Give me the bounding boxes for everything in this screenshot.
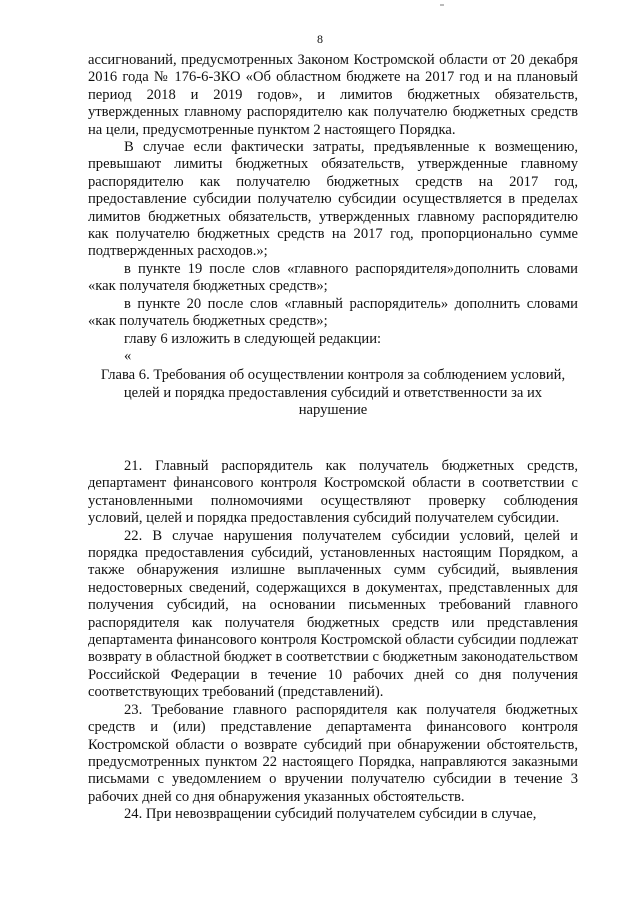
paragraph-24: 24. При невозвращении субсидий получателем субсидии в случае, xyxy=(124,806,537,823)
paragraph-21: 21. Главный распорядитель как получатель бюджетных средств, департамент финансового контроля Костромской области в соответствии с установленными полномочиями осуществляют проверку соблюдения условий, целей и порядка предоставления субсидий получателем субсидии. xyxy=(88,458,578,527)
paragraph-23: 23. Требование главного распорядителя как получателя бюджетных средств и (или) представление департамента финансового контроля Костромской области о возврате субсидий при обнаружении обстоятельств, предусмотренных пунктом 22 настоящего Порядка, направляются заказными письмами с уведомлением о вручении получателю субсидии в течение 3 рабочих дней со дня обнаружения указанных обстоятельств. xyxy=(88,701,578,805)
opening-quote: « xyxy=(124,347,132,364)
paragraph-continuation: ассигнований, предусмотренных Законом Костромской области от 20 декабря 2016 года № 176-6-ЗКО «Об областном бюджете на 2017 год и на плановый период 2018 и 2019 годов», и лимитов бюджетных обязательств, утвержденных главному распорядителю как получателю бюджетных средств на цели, предусмотренные пунктом 2 настоящего Порядка. xyxy=(88,52,578,138)
paragraph-clause-20: в пункте 20 после слов «главный распорядитель» дополнить словами «как получатель бюджетных средств»; xyxy=(88,295,578,330)
page-number: 8 xyxy=(317,32,323,46)
body-top xyxy=(88,52,578,420)
paragraph-22: 22. В случае нарушения получателем субсидии условий, целей и порядка предоставления субсидий, установленных настоящим Порядком, а также обнаружения излишне выплаченных сумм субсидий, выявления недостоверных сведений, содержащихся в документах, представленных для получения субсидий, на основании письменных требований главного распорядителя как получателя бюджетных средств или представления департамента финансового контроля Костромской области субсидии подлежат возврату в областной бюджет в соответствии с бюджетным законодательством Российской Федерации в течение 10 рабочих дней со дня получения соответствующих требований (представлений). xyxy=(88,527,578,701)
scan-artifact xyxy=(440,4,444,6)
body-bottom xyxy=(88,458,578,824)
paragraph-excess-costs: В случае если фактически затраты, предъявленные к возмещению, превышают лимиты бюджетных обязательств, утвержденные главному распорядителю как получателю бюджетных средств на 2017 год, предоставление субсидии получателю субсидии осуществляется в пределах лимитов бюджетных обязательств, утвержденных главному распорядителю как получателю бюджетных средств на 2017 год, пропорционально сумме подтвержденных расходов.»; xyxy=(88,139,578,260)
paragraph-chapter-6-intro: главу 6 изложить в следующей редакции: xyxy=(124,330,382,347)
paragraph-clause-19: в пункте 19 после слов «главного распорядителя»дополнить словами «как получателя бюджетных средств»; xyxy=(88,260,578,295)
chapter-heading: Глава 6. Требования об осуществлении контроля за соблюдением условий, целей и порядка предоставления субсидий и ответственности за их нарушение xyxy=(100,367,566,419)
